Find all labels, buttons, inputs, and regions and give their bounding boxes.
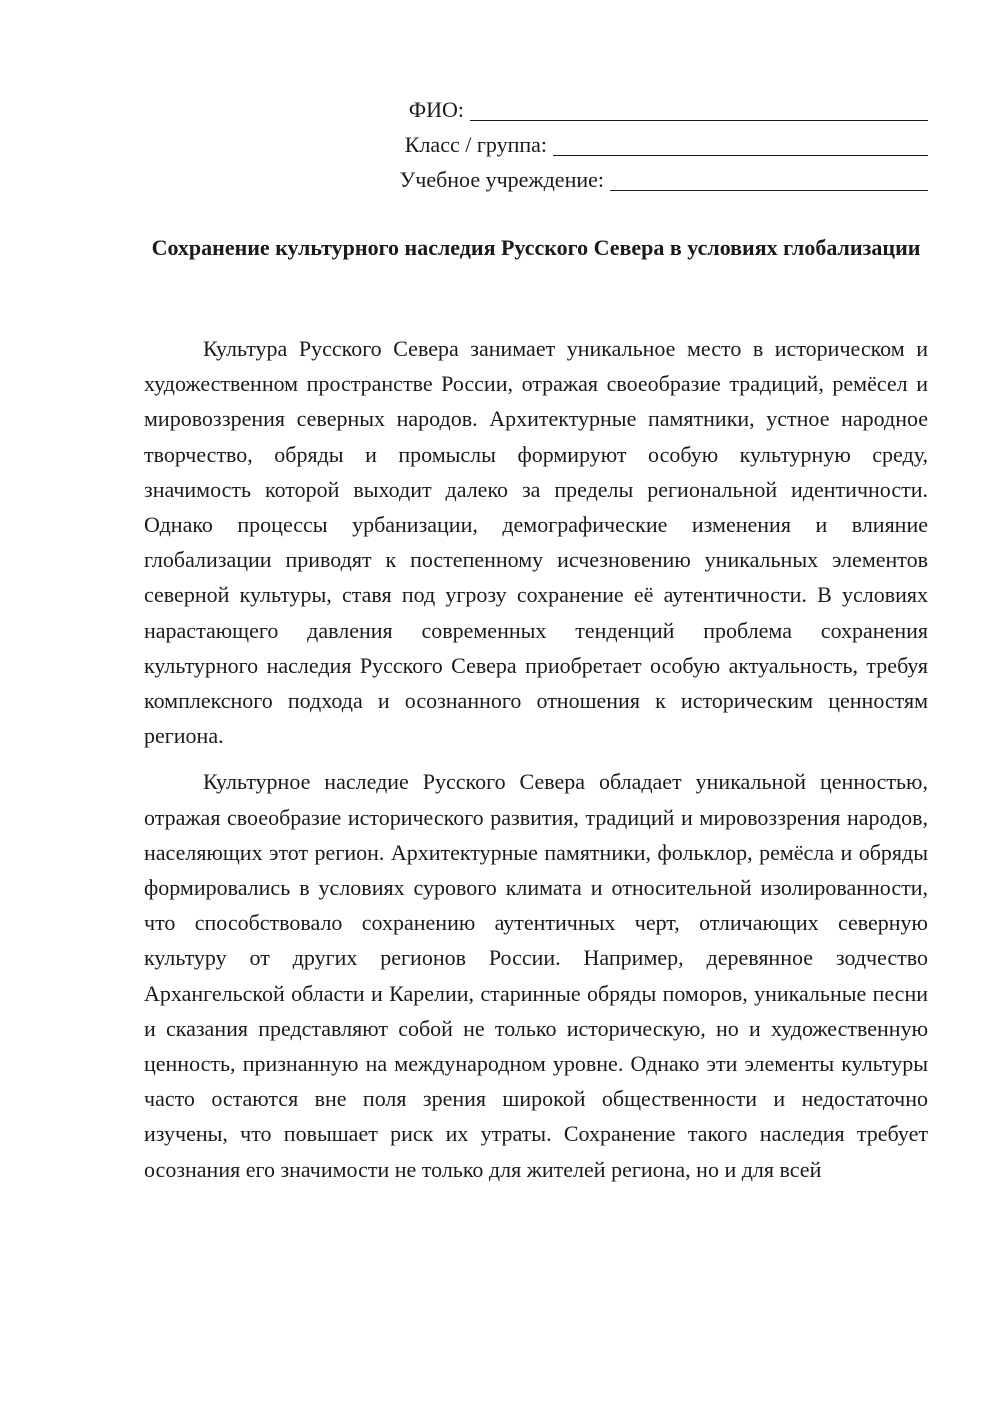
paragraph-1: Культура Русского Севера занимает уникальное место в историческом и художественном пространстве России, отражая своеобразие традиций, ремёсел и мировоззрения северных народов. Архитектурные памятники, устное народное творчество, обряды и промыслы формируют особую культурную среду, значимость которой выходит далеко за пределы региональной идентичности. Однако процессы урбанизации, демографические изменения и влияние глобализации приводят к постепенному исчезновению уникальных элементов северной культуры, ставя под угрозу сохранение её аутентичности. В условиях нарастающего давления современных тенденций проблема сохранения культурного наследия Русского Севера приобретает особую актуальность, требуя комплексного подхода и осознанного отношения к историческим ценностям региона. xyxy=(144,336,928,749)
document-body xyxy=(144,331,928,1198)
institution-blank-line[interactable] xyxy=(610,164,928,191)
class-blank-line[interactable] xyxy=(553,129,928,156)
fio-blank-line[interactable] xyxy=(470,94,928,121)
fio-label: ФИО: xyxy=(408,97,464,122)
fio-field xyxy=(328,92,928,127)
institution-label: Учебное учреждение: xyxy=(399,167,604,192)
institution-field xyxy=(328,162,928,197)
paragraph-2: Культурное наследие Русского Севера обладает уникальной ценностью, отражая своеобразие исторического развития, традиций и мировоззрения народов, населяющих этот регион. Архитектурные памятники, фольклор, ремёсла и обряды формировались в условиях сурового климата и относительной изолированности, что способствовало сохранению аутентичных черт, отличающих северную культуру от других регионов России. Например, деревянное зодчество Архангельской области и Карелии, старинные обряды поморов, уникальные песни и сказания представляют собой не только историческую, но и художественную ценность, признанную на международном уровне. Однако эти элементы культуры часто остаются вне поля зрения широкой общественности и недостаточно изучены, что повышает риск их утраты. Сохранение такого наследия требует осознания его значимости не только для жителей региона, но и для всей xyxy=(144,769,928,1182)
student-info-header xyxy=(328,92,928,197)
class-field xyxy=(328,127,928,162)
class-label: Класс / группа: xyxy=(404,132,547,157)
document-title: Сохранение культурного наследия Русского Севера в условиях глобализации xyxy=(151,235,921,260)
